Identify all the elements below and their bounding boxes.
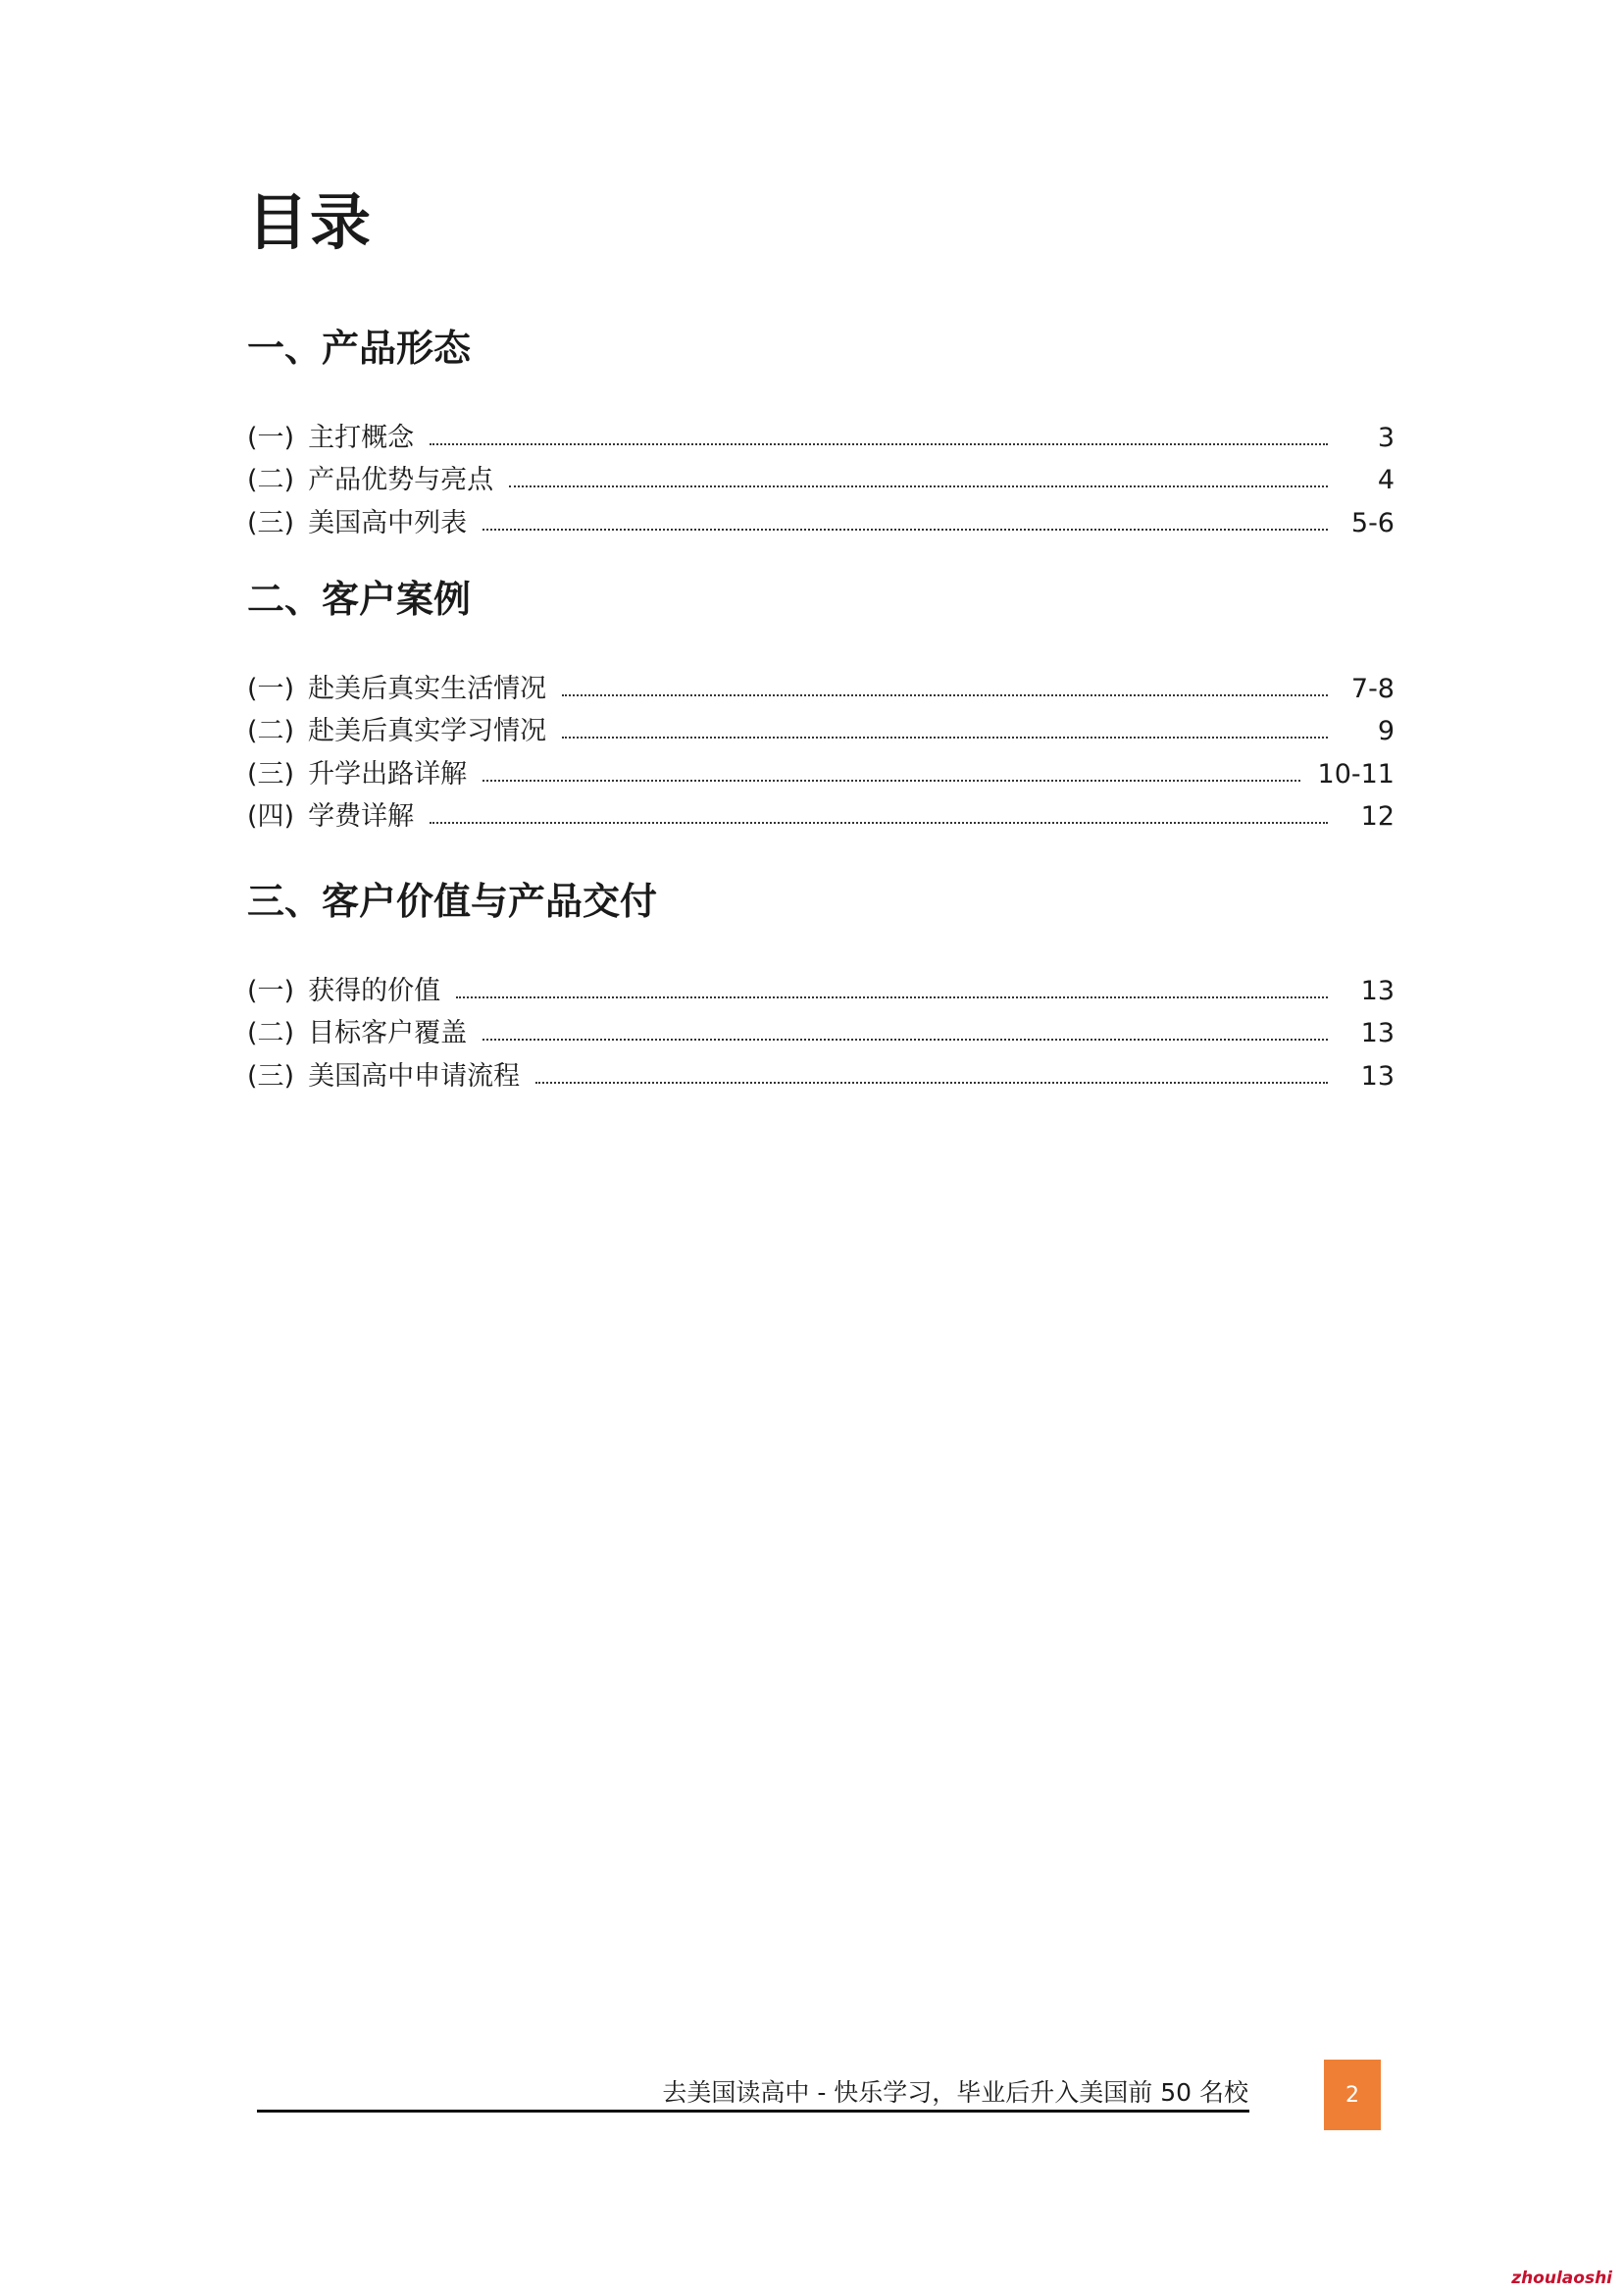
toc-item-page: 13 — [1360, 1018, 1395, 1048]
toc-item-number: (二) — [247, 1018, 295, 1048]
watermark-logo: zhoulaoshi — [1511, 2269, 1612, 2288]
toc-section-product-form — [247, 327, 1395, 538]
toc-section-customer-value — [247, 880, 1395, 1092]
toc-item[interactable] — [247, 961, 1395, 1004]
toc-item-number: (四) — [247, 801, 295, 832]
toc-item-label: 美国高中列表 — [308, 507, 468, 538]
toc-item-label: 美国高中申请流程 — [308, 1060, 521, 1092]
toc-item-page: 5-6 — [1350, 507, 1395, 538]
toc-item-page: 13 — [1360, 1060, 1395, 1092]
page-title: 目录 — [247, 186, 374, 258]
toc-item-page: 4 — [1377, 465, 1395, 495]
toc-item[interactable] — [247, 702, 1395, 745]
toc-item-page: 9 — [1377, 716, 1395, 746]
toc-item-page: 13 — [1360, 975, 1395, 1006]
toc-item-label: 目标客户覆盖 — [308, 1018, 468, 1048]
section-heading: 二、客户案例 — [247, 578, 472, 621]
dot-leader — [535, 1082, 1328, 1084]
toc-item-label: 主打概念 — [308, 422, 415, 453]
toc-item-number: (二) — [247, 716, 295, 746]
toc-item-number: (一) — [247, 422, 295, 453]
toc-item-label: 升学出路详解 — [308, 758, 468, 790]
toc-list — [247, 659, 1395, 830]
dot-leader — [509, 485, 1328, 487]
toc-item-label: 赴美后真实生活情况 — [308, 673, 547, 704]
toc-item-number: (一) — [247, 673, 295, 704]
toc-item-label: 赴美后真实学习情况 — [308, 716, 547, 746]
toc-item-number: (二) — [247, 465, 295, 495]
toc-item-number: (三) — [247, 507, 295, 538]
toc-item-number: (三) — [247, 758, 295, 790]
toc-list — [247, 408, 1395, 536]
toc-item[interactable] — [247, 493, 1395, 536]
dot-leader — [430, 443, 1328, 445]
dot-leader — [482, 780, 1299, 782]
toc-item-label: 学费详解 — [308, 801, 415, 832]
toc-item[interactable] — [247, 408, 1395, 451]
toc-item-label: 产品优势与亮点 — [308, 465, 494, 495]
dot-leader — [482, 529, 1328, 531]
toc-item[interactable] — [247, 659, 1395, 702]
toc-item[interactable] — [247, 1046, 1395, 1090]
footer-tagline: 去美国读高中 - 快乐学习，毕业后升入美国前 50 名校 — [662, 2078, 1248, 2107]
dot-leader — [562, 737, 1328, 739]
toc-section-customer-cases — [247, 578, 1395, 832]
toc-item-label: 获得的价值 — [308, 975, 441, 1006]
dot-leader — [562, 694, 1328, 696]
section-heading: 三、客户价值与产品交付 — [247, 880, 658, 923]
toc-item[interactable] — [247, 1004, 1395, 1047]
toc-item[interactable] — [247, 788, 1395, 831]
section-heading: 一、产品形态 — [247, 327, 472, 370]
toc-item-number: (三) — [247, 1060, 295, 1092]
toc-item[interactable] — [247, 451, 1395, 494]
toc-item-page: 7-8 — [1350, 673, 1395, 704]
dot-leader — [456, 996, 1328, 998]
page-number-badge: 2 — [1324, 2060, 1381, 2130]
toc-item[interactable] — [247, 744, 1395, 788]
toc-item-page: 12 — [1360, 801, 1395, 832]
dot-leader — [482, 1039, 1328, 1041]
toc-item-number: (一) — [247, 975, 295, 1006]
toc-item-page: 10-11 — [1317, 758, 1395, 790]
toc-item-page: 3 — [1377, 422, 1395, 453]
toc-list — [247, 961, 1395, 1090]
dot-leader — [430, 822, 1328, 824]
footer-divider — [257, 2110, 1249, 2113]
